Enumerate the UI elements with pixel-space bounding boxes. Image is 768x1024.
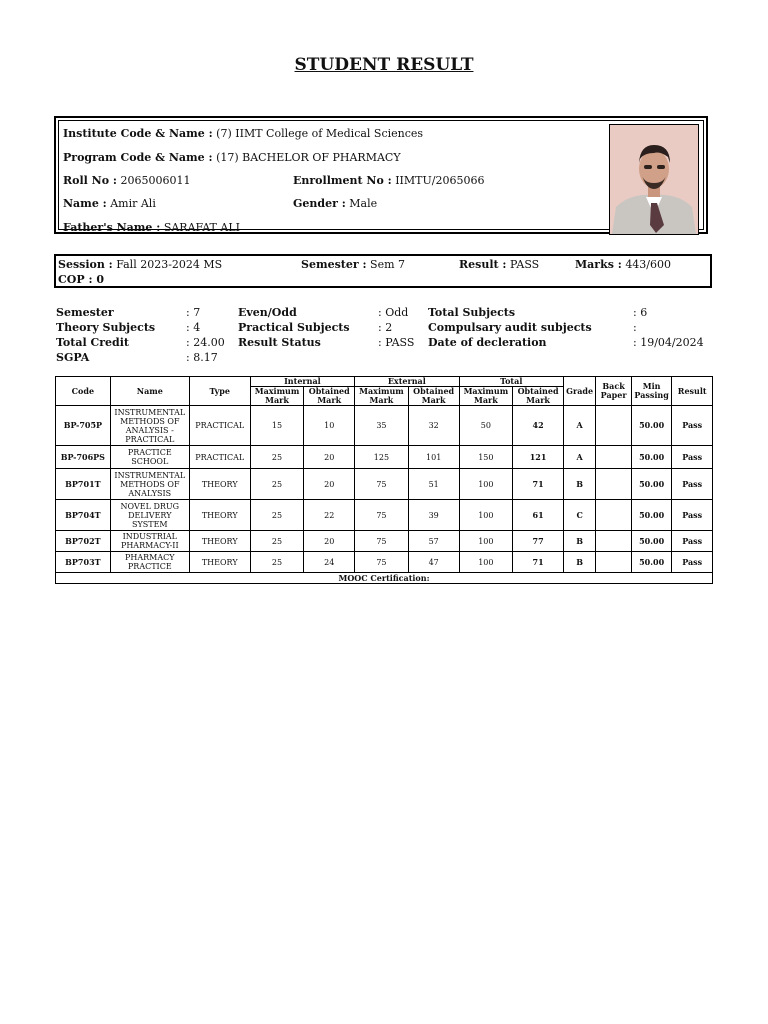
cell-name: NOVEL DRUG DELIVERY SYSTEM <box>110 500 189 531</box>
summary-credit-value: : 24.00 <box>186 336 225 349</box>
summary-semester-value: : 7 <box>186 306 201 319</box>
summary-evenodd-value: : Odd <box>378 306 409 319</box>
name-row: Name : Amir Ali <box>63 197 156 210</box>
cell-ext-obt: 39 <box>408 500 459 531</box>
marks-field: Marks : 443/600 <box>575 258 672 271</box>
student-photo <box>609 124 699 235</box>
summary-totalsub-label: Total Subjects <box>428 306 516 319</box>
header-total-max: Maximum Mark <box>459 387 513 406</box>
table-row <box>56 406 713 446</box>
header-external: External <box>355 377 459 387</box>
cell-ext-max: 75 <box>355 531 409 552</box>
summary-sgpa-label: SGPA <box>56 351 90 364</box>
cell-grade: A <box>563 446 595 469</box>
cell-min: 50.00 <box>631 500 672 531</box>
cell-back <box>596 406 631 446</box>
cell-int-obt: 24 <box>304 552 355 573</box>
header-code: Code <box>56 377 111 406</box>
cell-tot-obt: 42 <box>513 406 564 446</box>
cell-int-max: 25 <box>250 469 304 500</box>
summary-credit-label: Total Credit <box>56 336 129 349</box>
header-internal-max: Maximum Mark <box>250 387 304 406</box>
cell-min: 50.00 <box>631 469 672 500</box>
header-min-passing: Min Passing <box>631 377 672 406</box>
cell-ext-obt: 32 <box>408 406 459 446</box>
summary-audit-label: Compulsary audit subjects <box>428 321 592 334</box>
cell-int-max: 25 <box>250 531 304 552</box>
cell-name: PHARMACY PRACTICE <box>110 552 189 573</box>
cell-int-max: 25 <box>250 552 304 573</box>
session-box <box>54 254 712 288</box>
summary-date-value: : 19/04/2024 <box>633 336 704 349</box>
cell-name: PRACTICE SCHOOL <box>110 446 189 469</box>
cell-grade: A <box>563 406 595 446</box>
page-title: STUDENT RESULT <box>294 55 474 75</box>
marks-table <box>55 376 713 584</box>
cell-grade: B <box>563 552 595 573</box>
cell-name: INDUSTRIAL PHARMACY-II <box>110 531 189 552</box>
cell-tot-max: 150 <box>459 446 513 469</box>
cell-back <box>596 500 631 531</box>
cell-tot-max: 50 <box>459 406 513 446</box>
cell-tot-obt: 121 <box>513 446 564 469</box>
table-row <box>56 469 713 500</box>
cell-grade: C <box>563 500 595 531</box>
cell-int-max: 25 <box>250 446 304 469</box>
cell-int-obt: 22 <box>304 500 355 531</box>
roll-row: Roll No : 2065006011 <box>63 174 191 187</box>
cell-tot-max: 100 <box>459 500 513 531</box>
cell-code: BP-705P <box>56 406 111 446</box>
header-name: Name <box>110 377 189 406</box>
summary-theory-value: : 4 <box>186 321 201 334</box>
cell-tot-obt: 61 <box>513 500 564 531</box>
cell-int-obt: 20 <box>304 446 355 469</box>
header-grade: Grade <box>563 377 595 406</box>
cell-int-obt: 10 <box>304 406 355 446</box>
header-internal: Internal <box>250 377 354 387</box>
summary-audit-value: : <box>633 321 637 334</box>
institute-row: Institute Code & Name : (7) IIMT College of Medical Sciences <box>63 127 424 140</box>
gender-row: Gender : Male <box>293 197 378 210</box>
cell-back <box>596 531 631 552</box>
summary-theory-label: Theory Subjects <box>56 321 156 334</box>
summary-evenodd-label: Even/Odd <box>238 306 297 319</box>
cell-int-max: 25 <box>250 500 304 531</box>
student-info-box <box>54 116 708 234</box>
cell-int-obt: 20 <box>304 531 355 552</box>
table-header-row <box>56 377 713 387</box>
summary-semester-label: Semester <box>56 306 114 319</box>
session-field: Session : Fall 2023-2024 MS <box>58 258 223 271</box>
cell-tot-obt: 71 <box>513 552 564 573</box>
header-type: Type <box>189 377 250 406</box>
cell-ext-obt: 57 <box>408 531 459 552</box>
mooc-row <box>56 573 713 584</box>
cell-tot-max: 100 <box>459 469 513 500</box>
semester-field: Semester : Sem 7 <box>301 258 406 271</box>
cell-result: Pass <box>672 531 713 552</box>
father-row: Father's Name : SARAFAT ALI <box>63 221 240 234</box>
cell-min: 50.00 <box>631 552 672 573</box>
cell-back <box>596 552 631 573</box>
cell-result: Pass <box>672 500 713 531</box>
cell-ext-max: 125 <box>355 446 409 469</box>
cell-grade: B <box>563 469 595 500</box>
cell-ext-max: 75 <box>355 500 409 531</box>
cell-type: THEORY <box>189 469 250 500</box>
header-total-obtained: Obtained Mark <box>513 387 564 406</box>
summary-practical-label: Practical Subjects <box>238 321 350 334</box>
cell-ext-max: 35 <box>355 406 409 446</box>
cell-result: Pass <box>672 469 713 500</box>
cell-ext-max: 75 <box>355 552 409 573</box>
header-external-obtained: Obtained Mark <box>408 387 459 406</box>
cell-type: PRACTICAL <box>189 406 250 446</box>
cell-ext-obt: 47 <box>408 552 459 573</box>
summary-status-value: : PASS <box>378 336 415 349</box>
enrollment-row: Enrollment No : IIMTU/2065066 <box>293 174 485 187</box>
cell-code: BP703T <box>56 552 111 573</box>
cell-result: Pass <box>672 446 713 469</box>
table-row <box>56 531 713 552</box>
mooc-certification: MOOC Certification: <box>56 573 713 584</box>
table-row <box>56 446 713 469</box>
cell-grade: B <box>563 531 595 552</box>
cell-type: THEORY <box>189 531 250 552</box>
summary-status-label: Result Status <box>238 336 321 349</box>
header-back-paper: Back Paper <box>596 377 631 406</box>
cell-result: Pass <box>672 552 713 573</box>
cell-int-max: 15 <box>250 406 304 446</box>
cell-tot-max: 100 <box>459 552 513 573</box>
cell-code: BP-706PS <box>56 446 111 469</box>
cell-type: THEORY <box>189 500 250 531</box>
cop-field: COP : 0 <box>58 273 104 286</box>
cell-back <box>596 469 631 500</box>
cell-name: INSTRUMENTAL METHODS OF ANALYSIS <box>110 469 189 500</box>
program-row: Program Code & Name : (17) BACHELOR OF PHARMACY <box>63 151 401 164</box>
cell-code: BP704T <box>56 500 111 531</box>
summary-date-label: Date of decleration <box>428 336 547 349</box>
cell-code: BP701T <box>56 469 111 500</box>
cell-type: THEORY <box>189 552 250 573</box>
header-total: Total <box>459 377 563 387</box>
cell-ext-obt: 101 <box>408 446 459 469</box>
cell-code: BP702T <box>56 531 111 552</box>
student-info-inner <box>58 120 704 234</box>
header-external-max: Maximum Mark <box>355 387 409 406</box>
summary-practical-value: : 2 <box>378 321 393 334</box>
cell-tot-obt: 77 <box>513 531 564 552</box>
cell-min: 50.00 <box>631 446 672 469</box>
cell-tot-max: 100 <box>459 531 513 552</box>
cell-name: INSTRUMENTAL METHODS OF ANALYSIS - PRACTICAL <box>110 406 189 446</box>
table-row <box>56 500 713 531</box>
cell-ext-max: 75 <box>355 469 409 500</box>
summary-sgpa-value: : 8.17 <box>186 351 218 364</box>
table-row <box>56 552 713 573</box>
cell-result: Pass <box>672 406 713 446</box>
header-internal-obtained: Obtained Mark <box>304 387 355 406</box>
summary-totalsub-value: : 6 <box>633 306 648 319</box>
cell-type: PRACTICAL <box>189 446 250 469</box>
cell-back <box>596 446 631 469</box>
cell-tot-obt: 71 <box>513 469 564 500</box>
cell-ext-obt: 51 <box>408 469 459 500</box>
cell-int-obt: 20 <box>304 469 355 500</box>
cell-min: 50.00 <box>631 406 672 446</box>
cell-min: 50.00 <box>631 531 672 552</box>
result-field: Result : PASS <box>459 258 540 271</box>
header-result: Result <box>672 377 713 406</box>
